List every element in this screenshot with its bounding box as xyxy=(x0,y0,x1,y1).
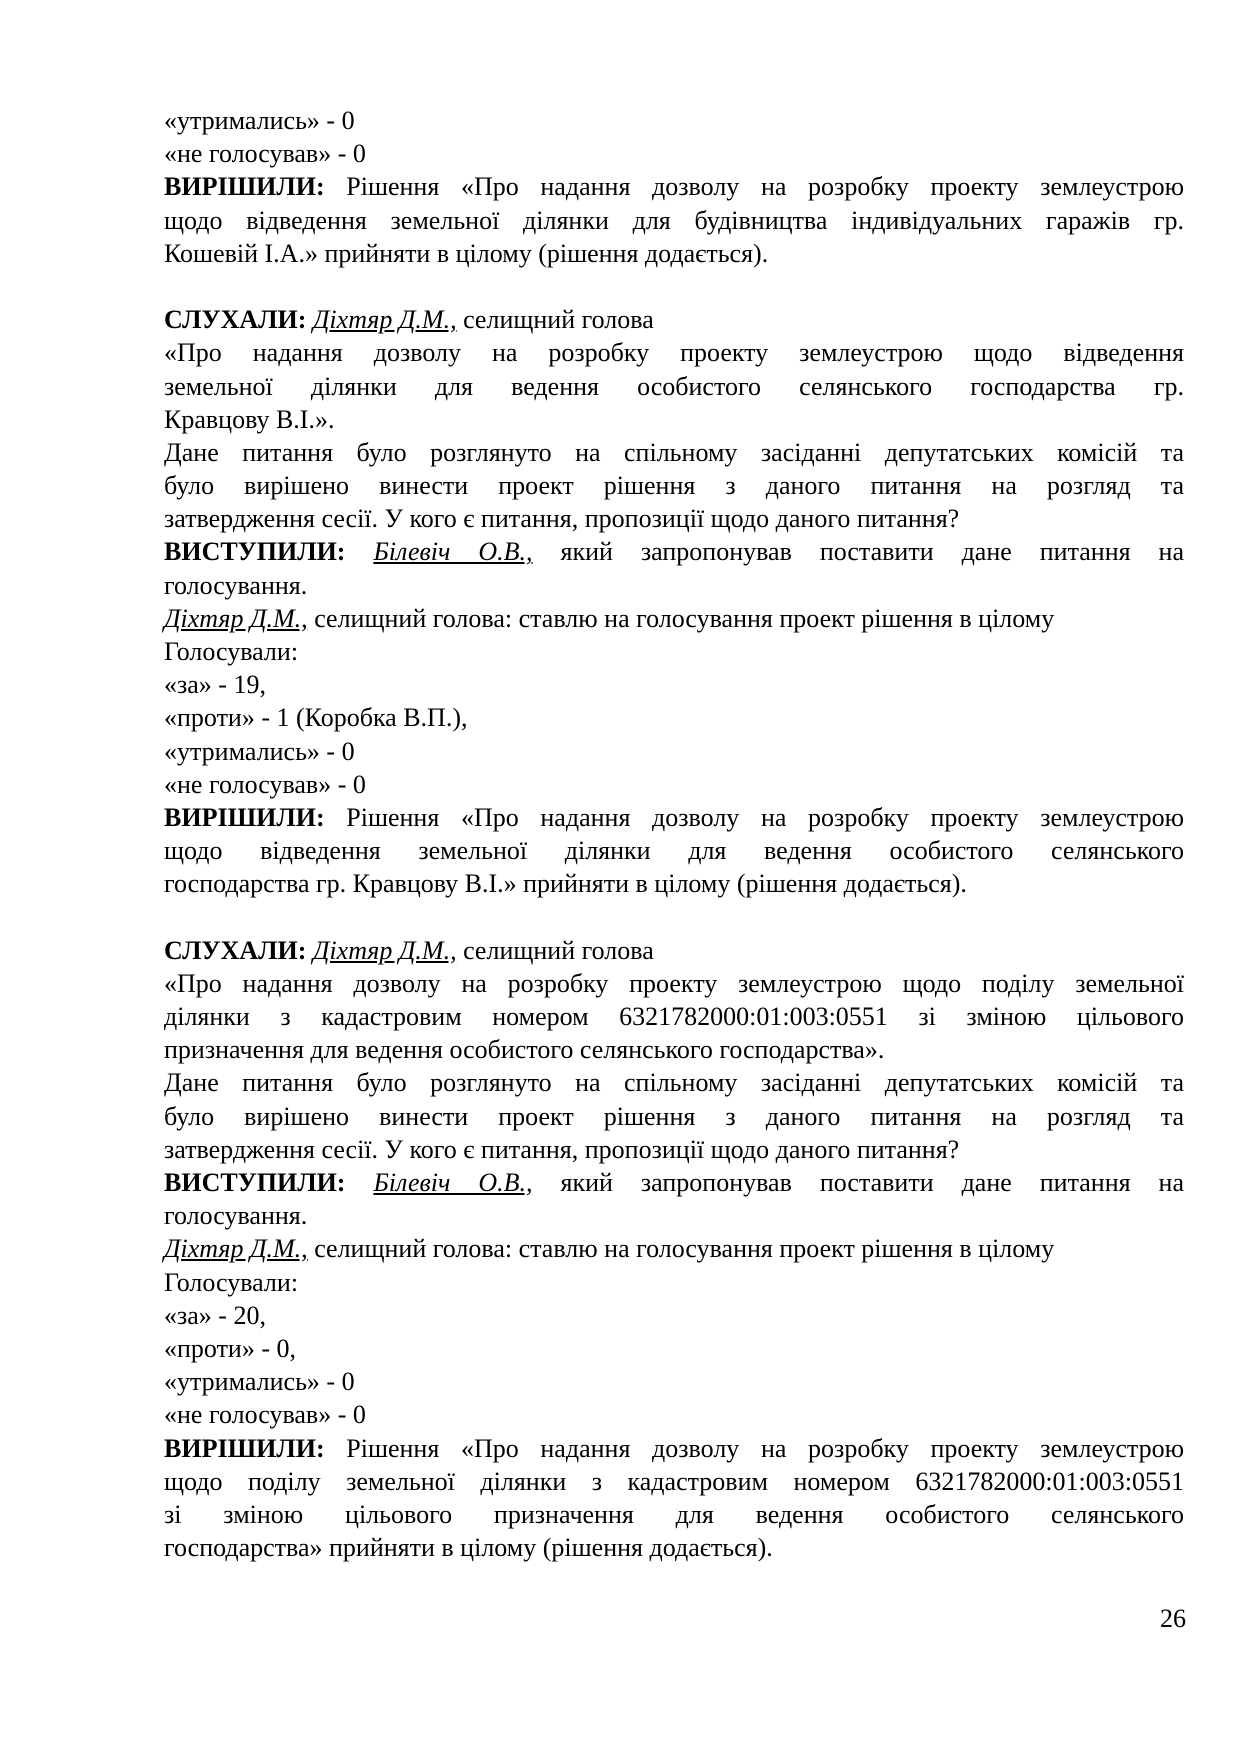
topic-line: «Про надання дозволу на розробку проекту землеустрою щодо поділу земельної xyxy=(164,968,1184,998)
decision-line: щодо поділу земельної ділянки з кадастровим номером 6321782000:01:003:0551 xyxy=(164,1466,1184,1496)
speaker-name: Діхтяр Д.М., xyxy=(164,1234,308,1264)
topic-line: «Про надання дозволу на розробку проекту землеустрою щодо відведення xyxy=(164,338,1184,368)
spoke-label: ВИСТУПИЛИ: xyxy=(164,1168,346,1197)
page-number: 26 xyxy=(1160,1604,1186,1633)
description-line: було вирішено винести проект рішення з даного питання на розгляд та xyxy=(164,1101,1184,1131)
description-line: затвердження сесії. У кого є питання, пропозиції щодо даного питання? xyxy=(164,1134,960,1164)
speaker-name: Діхтяр Д.М., xyxy=(164,603,308,633)
heard-label: СЛУХАЛИ: xyxy=(164,305,307,335)
speaker-name: Білевіч О.В., xyxy=(373,1168,533,1197)
vote-for: «за» - 19, xyxy=(164,670,266,700)
chair-line: Діхтяр Д.М., селищний голова: ставлю на голосування проект рішення в цілому xyxy=(164,603,1055,633)
topic-line: Кравцову В.І.». xyxy=(164,404,335,434)
vote-for: «за» - 20, xyxy=(164,1300,266,1330)
speaker-name: Діхтяр Д.М., xyxy=(312,935,457,965)
document-page xyxy=(164,104,1184,1564)
topic-line: земельної ділянки для ведення особистого селянського господарства гр. xyxy=(164,371,1184,401)
topic-line: призначення для ведення особистого селянського господарства». xyxy=(164,1035,885,1065)
heard-line: СЛУХАЛИ: Діхтяр Д.М., селищний голова xyxy=(164,305,654,335)
heard-label: СЛУХАЛИ: xyxy=(164,935,307,965)
voted-label: Голосували: xyxy=(164,637,299,666)
decided-label: ВИРІШИЛИ: xyxy=(164,802,325,832)
spoke-line: голосування. xyxy=(164,570,308,600)
decision-line: ВИРІШИЛИ: Рішення «Про надання дозволу на розробку проекту землеустрою xyxy=(164,802,1184,832)
spoke-line: ВИСТУПИЛИ: Білевіч О.В., який запропонував поставити дане питання на xyxy=(164,537,1185,567)
spoke-line: ВИСТУПИЛИ: Білевіч О.В., який запропонував поставити дане питання на xyxy=(164,1168,1185,1197)
description-line: було вирішено винести проект рішення з даного питання на розгляд та xyxy=(164,471,1184,501)
decision-line: Кошевій І.А.» прийняти в цілому (рішення додається). xyxy=(164,238,769,268)
vote-not-voted: «не голосував» - 0 xyxy=(164,769,366,799)
decision-line: господарства гр. Кравцову В.І.» прийняти в цілому (рішення додається). xyxy=(164,869,967,899)
decided-label: ВИРІШИЛИ: xyxy=(164,172,325,202)
voted-label: Голосували: xyxy=(164,1267,299,1297)
spoke-line: голосування. xyxy=(164,1201,308,1231)
decided-label: ВИРІШИЛИ: xyxy=(164,1433,325,1463)
vote-abstained: «утримались» - 0 xyxy=(164,736,355,766)
vote-against: «проти» - 0, xyxy=(164,1333,297,1363)
vote-not-voted: «не голосував» - 0 xyxy=(164,1400,366,1430)
vote-abstained: «утримались» - 0 xyxy=(164,106,355,135)
speaker-name: Білевіч О.В., xyxy=(373,537,533,567)
decision-line: ВИРІШИЛИ: Рішення «Про надання дозволу на розробку проекту землеустрою xyxy=(164,1433,1184,1463)
vote-not-voted: «не голосував» - 0 xyxy=(164,139,366,169)
decision-line: господарства» прийняти в цілому (рішення додається). xyxy=(164,1533,773,1563)
description-line: Дане питання було розглянуто на спільному засіданні депутатських комісій та xyxy=(164,1068,1184,1098)
decision-line: щодо відведення земельної ділянки для будівництва індивідуальних гаражів гр. xyxy=(164,205,1184,235)
spoke-label: ВИСТУПИЛИ: xyxy=(164,537,346,567)
description-line: Дане питання було розглянуто на спільному засіданні депутатських комісій та xyxy=(164,437,1184,467)
speaker-name: Діхтяр Д.М., xyxy=(312,305,457,335)
vote-against: «проти» - 1 (Коробка В.П.), xyxy=(164,703,468,733)
heard-line: СЛУХАЛИ: Діхтяр Д.М., селищний голова xyxy=(164,935,654,965)
topic-line: ділянки з кадастровим номером 6321782000:01:003:0551 зі зміною цільового xyxy=(164,1002,1184,1032)
decision-line: зі зміною цільового призначення для ведення особистого селянського xyxy=(164,1499,1184,1529)
decision-line: щодо відведення земельної ділянки для ведення особистого селянського xyxy=(164,836,1184,866)
decision-line: ВИРІШИЛИ: Рішення «Про надання дозволу на розробку проекту землеустрою xyxy=(164,172,1184,202)
vote-abstained: «утримались» - 0 xyxy=(164,1367,355,1397)
chair-line: Діхтяр Д.М., селищний голова: ставлю на голосування проект рішення в цілому xyxy=(164,1234,1055,1264)
description-line: затвердження сесії. У кого є питання, пропозиції щодо даного питання? xyxy=(164,504,960,534)
